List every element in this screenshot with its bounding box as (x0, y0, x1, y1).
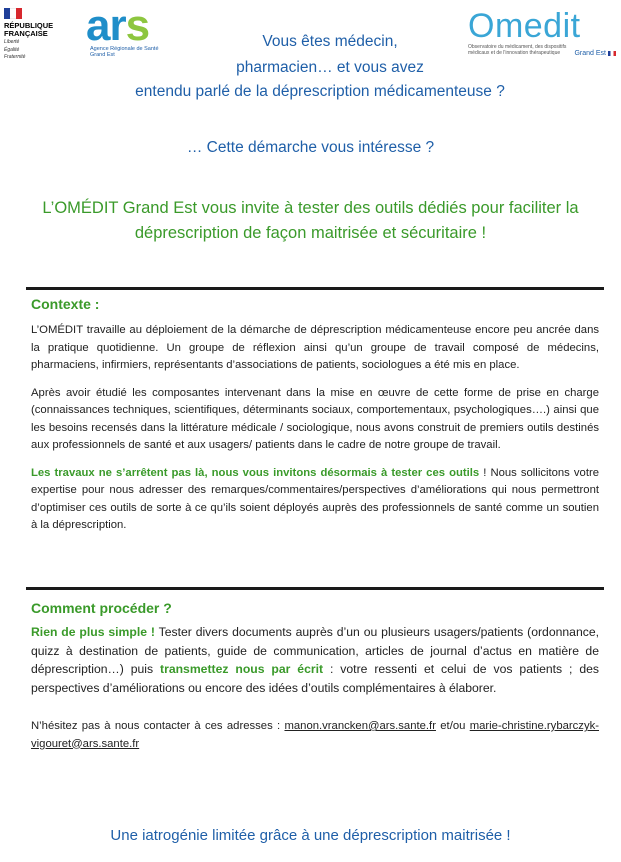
contexte-title: Contexte : (31, 296, 100, 312)
slogan: Une iatrogénie limitée grâce à une déprescription maitrisée ! (110, 827, 511, 844)
invite-block (0, 196, 621, 246)
ars-r: r (109, 1, 126, 50)
rf-motto2: Égalité (4, 46, 20, 53)
intro-question-1: Vous êtes médecin, (262, 33, 398, 50)
invite-line-1: L’OMÉDIT Grand Est vous invite à tester des outils dédiés pour faciliter la (42, 199, 579, 217)
ars-a: a (86, 1, 110, 50)
procedure-section (26, 587, 604, 753)
invite-line-2: déprescription de façon maitrisée et sécuritaire ! (134, 224, 487, 242)
contexte-p3-text: ! Nous sollicitons votre expertise pour nous adresser des remarques/commentaires/perspectives d’améliorations qui nous permettront d’optimiser ces outils de sorte à ce qu’ils soient déployés auprès des professionnels de santé comme un soutien à la déprescription. (31, 466, 599, 531)
rf-motto1: Liberté (4, 39, 20, 45)
procedure-paragraph (26, 623, 604, 697)
rf-line2: FRANÇAISE (4, 29, 48, 38)
email-link-1[interactable]: manon.vrancken@ars.sante.fr (284, 720, 436, 732)
french-flag-icon (4, 8, 22, 19)
procedure-text-1: Tester divers documents auprès d’un ou plusieurs usagers/patients (ordonnance, quizz à destination de patients, guide de communication, articles de journal d’actus en matière de déprescription…) puis (31, 625, 599, 676)
omedit-wordmark: Omedit (468, 7, 581, 45)
omedit-region: Grand Est (574, 50, 606, 57)
rf-motto3: Fraternité (4, 54, 26, 60)
intro-q1-wrap (190, 31, 470, 53)
ars-sub2: Grand Est (90, 52, 115, 58)
rf-line1: RÉPUBLIQUE (4, 21, 54, 30)
contexte-paragraph-3 (26, 465, 604, 535)
intro-q4-wrap (0, 137, 621, 159)
omedit-logo (468, 8, 616, 56)
omedit-subtitle: Observatoire du médicament, des dispositifs médicaux et de l'innovation thérapeutique (468, 44, 567, 56)
email-link-2[interactable]: marie-christine.rybarczyk-vigouret@ars.sante.fr (31, 720, 600, 750)
contexte-paragraph-1: L’OMÉDIT travaille au déploiement de la démarche de déprescription médicamenteuse encore peu ancrée dans la pratique quotidienne. Un groupe de réflexion ainsi qu’un groupe de travail composé de médecins, pharmaciens, infirmiers, représentants d’associations de patients, sociologues a été mis en place. (31, 324, 599, 371)
section-divider (26, 287, 604, 290)
intro-q2-wrap (190, 57, 470, 79)
contact-paragraph (26, 718, 604, 753)
intro-question-4: … Cette démarche vous intéresse ? (186, 139, 435, 156)
contact-mid: et/ou (435, 720, 470, 732)
intro-question-3: entendu parlé de la déprescription médicamenteuse ? (135, 83, 505, 100)
contexte-highlight: Les travaux ne s’arrêtent pas là, nous vous invitons désormais à tester ces outils (31, 466, 480, 479)
french-flag-icon (608, 51, 616, 56)
contexte-section (26, 287, 604, 535)
contact-prefix: N’hésitez pas à nous contacter à ces adresses : (31, 720, 285, 732)
slogan-wrap (0, 827, 621, 844)
republique-francaise-logo (4, 8, 72, 61)
procedure-title: Comment procéder ? (31, 600, 172, 616)
section-divider (26, 587, 604, 590)
ars-logo (86, 1, 166, 58)
procedure-bold-2: transmettez nous par écrit (160, 662, 324, 676)
procedure-text-2: : votre ressenti et celui de vos patients ; des perspectives d’améliorations ou encore des idées d’outils complémentaires à élaborer. (31, 662, 599, 695)
intro-question-2: pharmacien… et vous avez (236, 59, 424, 76)
ars-s: s (125, 1, 150, 50)
ars-sub1: Agence Régionale de Santé (90, 46, 159, 52)
procedure-bold-1: Rien de plus simple ! (31, 625, 155, 639)
contexte-paragraph-2: Après avoir étudié les composantes intervenant dans la mise en œuvre de cette forme de prise en charge (connaissances techniques, scientifiques, déterminants sociaux, comportementaux, psychologiques….) ainsi que les besoins recensés dans la littérature médicale / sociologique, nous avons construit de premiers outils destinés aux professionnels de santé et aux usagers/ patients dans le cadre de notre groupe de travail. (31, 386, 599, 451)
intro-q3-wrap (60, 81, 580, 103)
